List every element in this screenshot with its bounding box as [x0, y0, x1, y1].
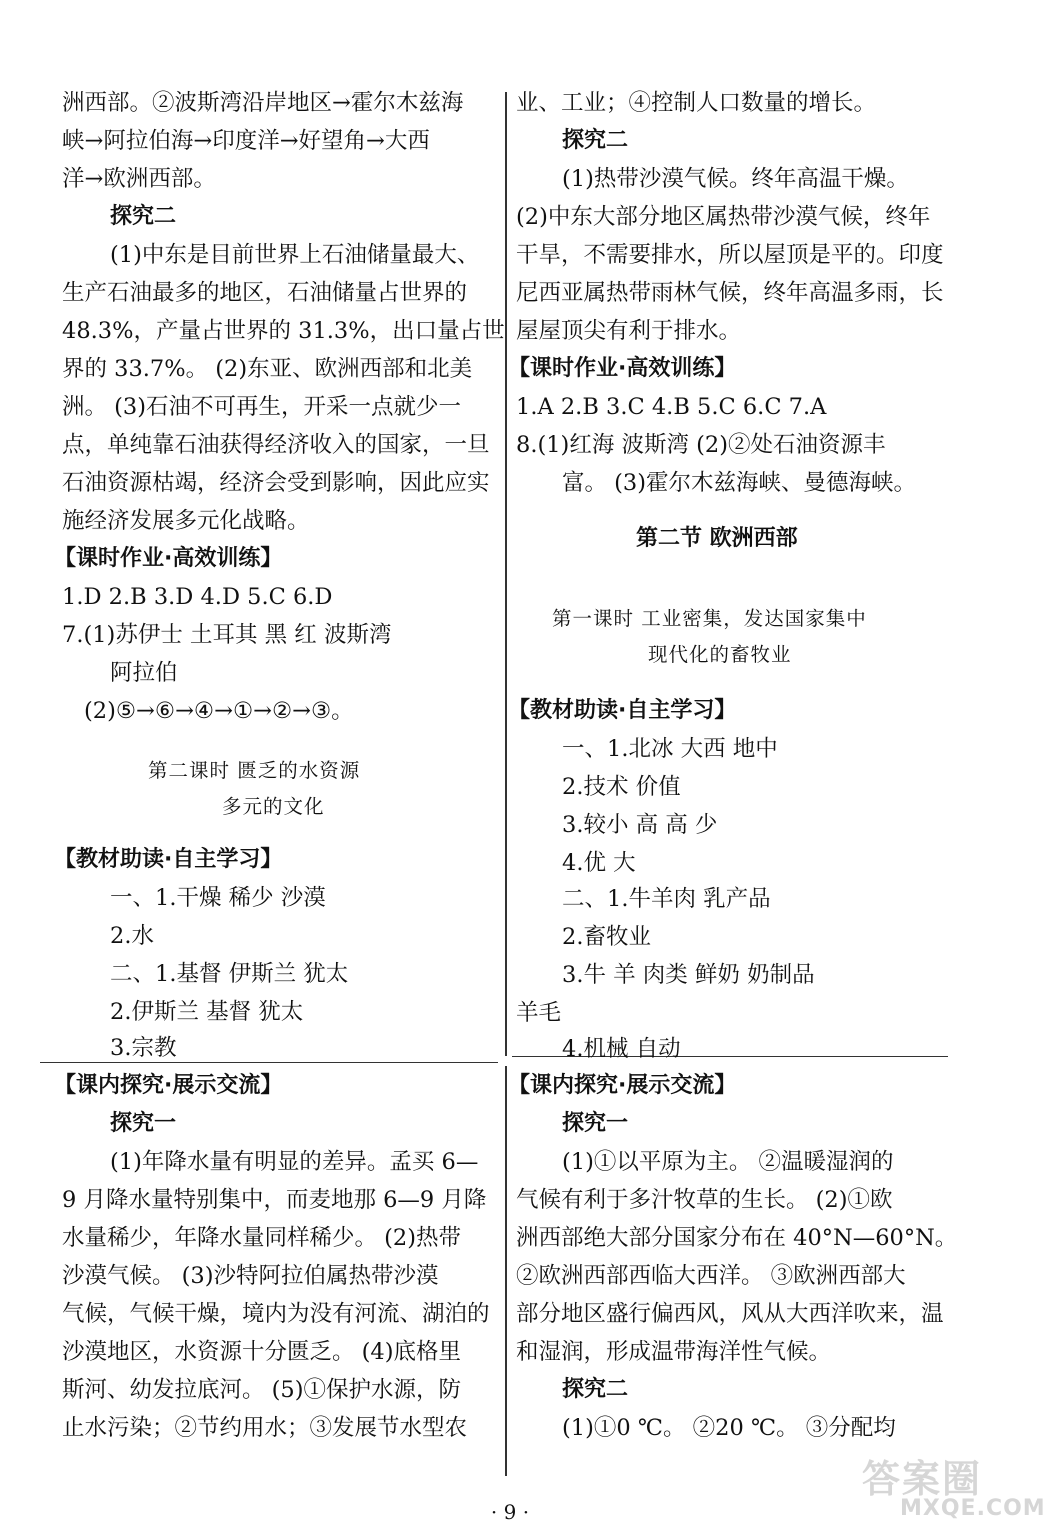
body-line: 石油资源枯竭，经济会受到影响，因此应实 [62, 470, 490, 496]
body-line: 干旱，不需要排水，所以屋顶是平的。印度 [516, 242, 944, 268]
body-line: 斯河、幼发拉底河。 (5)①保护水源，防 [62, 1377, 462, 1403]
lesson-subtitle: 现代化的畜牧业 [648, 643, 792, 666]
section-bracket-heading: 【课时作业·高效训练】 [54, 546, 283, 571]
body-line: 沙漠地区，水资源十分匮乏。 (4)底格里 [62, 1339, 462, 1365]
body-line: 气候，气候干燥，境内为没有河流、湖泊的 [62, 1301, 490, 1327]
body-line: (1)热带沙漠气候。终年高温干燥。 [562, 166, 909, 192]
answer-line: 3.宗教 [110, 1035, 177, 1061]
section-bracket-heading: 【课内探究·展示交流】 [508, 1073, 737, 1098]
page-number: · 9 · [490, 1500, 530, 1524]
body-line: 屋屋顶尖有利于排水。 [516, 318, 742, 344]
body-line: (1)中东是目前世界上石油储量最大、 [110, 242, 480, 268]
body-line: 9 月降水量特别集中，而麦地那 6—9 月降 [62, 1187, 487, 1213]
section-bracket-heading: 【教材助读·自主学习】 [54, 847, 283, 872]
answer-line: 1.D 2.B 3.D 4.D 5.C 6.D [62, 584, 333, 610]
answer-line: 7.(1)苏伊士 土耳其 黑 红 波斯湾 [62, 622, 392, 648]
section-heading: 探究二 [562, 1377, 629, 1402]
body-line: (1)①0 ℃。 ②20 ℃。 ③分配均 [562, 1415, 896, 1441]
body-line: 止水污染；②节约用水；③发展节水型农 [62, 1415, 468, 1441]
answer-line: 二、1.牛羊肉 乳产品 [562, 886, 771, 912]
body-line: 部分地区盛行偏西风，风从大西洋吹来，温 [516, 1301, 944, 1327]
section-heading: 探究一 [110, 1111, 177, 1136]
answer-line: 富。 (3)霍尔木兹海峡、曼德海峡。 [562, 470, 917, 496]
body-line: 生产石油最多的地区，石油储量占世界的 [62, 280, 468, 306]
answer-line: 羊毛 [516, 1000, 562, 1026]
body-line: 48.3%，产量占世界的 31.3%，出口量占世 [62, 318, 505, 344]
answer-line: 一、1.干燥 稀少 沙漠 [110, 885, 326, 911]
body-line: (1)年降水量有明显的差异。孟买 6— [110, 1149, 479, 1175]
body-line: 洲西部。②波斯湾沿岸地区→霍尔木兹海 [62, 90, 464, 116]
section-heading: 探究二 [110, 204, 177, 229]
section-bracket-heading: 【教材助读·自主学习】 [508, 698, 737, 723]
section-rule [40, 1062, 498, 1063]
body-line: 洲。 (3)石油不可再生，开采一点就少一 [62, 394, 462, 420]
answer-line: 2.伊斯兰 基督 犹太 [110, 999, 304, 1025]
body-line: 点，单纯靠石油获得经济收入的国家，一旦 [62, 432, 490, 458]
body-line: 和湿润，形成温带海洋性气候。 [516, 1339, 832, 1365]
body-line: (2)中东大部分地区属热带沙漠气候，终年 [516, 204, 931, 230]
chapter-section-title: 第二节 欧洲西部 [636, 526, 798, 551]
answer-line: 3.牛 羊 肉类 鲜奶 奶制品 [562, 962, 815, 988]
section-bracket-heading: 【课时作业·高效训练】 [508, 356, 737, 381]
answer-line: 1.A 2.B 3.C 4.B 5.C 6.C 7.A [516, 394, 827, 420]
answer-line: 2.技术 价值 [562, 774, 681, 800]
answer-line: 2.水 [110, 923, 154, 949]
answer-line: 4.优 大 [562, 850, 636, 876]
column-divider [505, 92, 507, 1056]
watermark-main-text: 答案圈 [862, 1457, 983, 1501]
body-line: 气候有利于多汁牧草的生长。 (2)①欧 [516, 1187, 893, 1213]
answer-line: 4.机械 自动 [562, 1036, 681, 1062]
answer-line: 8.(1)红海 波斯湾 (2)②处石油资源丰 [516, 432, 886, 458]
watermark-url-text: MXQE.COM [900, 1496, 1046, 1521]
body-line: 峡→阿拉伯海→印度洋→好望角→大西 [62, 128, 430, 154]
body-line: 尼西亚属热带雨林气候，终年高温多雨，长 [516, 280, 944, 306]
answer-line: 二、1.基督 伊斯兰 犹太 [110, 961, 349, 987]
body-line: 洲西部绝大部分国家分布在 40°N—60°N。 [516, 1225, 958, 1251]
lesson-subtitle: 多元的文化 [222, 795, 325, 818]
section-heading: 探究二 [562, 128, 629, 153]
body-line: 洋→欧洲西部。 [62, 166, 216, 192]
body-line: (1)①以平原为主。 ②温暖湿润的 [562, 1149, 894, 1175]
lesson-title: 第二课时 匮乏的水资源 [148, 759, 361, 782]
body-line: ②欧洲西部西临大西洋。 ③欧洲西部大 [516, 1263, 906, 1289]
section-heading: 探究一 [562, 1111, 629, 1136]
answer-line: 2.畜牧业 [562, 924, 651, 950]
body-line: 施经济发展多元化战略。 [62, 508, 310, 534]
answer-line: 3.较小 高 高 少 [562, 812, 718, 838]
body-line: 沙漠气候。 (3)沙特阿拉伯属热带沙漠 [62, 1263, 439, 1289]
answer-line: (2)⑤→⑥→④→①→②→③。 [84, 698, 354, 724]
body-line: 界的 33.7%。 (2)东亚、欧洲西部和北美 [62, 356, 473, 382]
answer-line: 阿拉伯 [110, 660, 178, 686]
answer-line: 一、1.北冰 大西 地中 [562, 736, 778, 762]
watermark-logo [850, 1448, 1046, 1528]
body-line: 业、工业；④控制人口数量的增长。 [516, 90, 877, 116]
body-line: 水量稀少，年降水量同样稀少。 (2)热带 [62, 1225, 462, 1251]
lesson-title: 第一课时 工业密集，发达国家集中 [552, 607, 867, 630]
column-divider [505, 1066, 507, 1476]
section-bracket-heading: 【课内探究·展示交流】 [54, 1073, 283, 1098]
